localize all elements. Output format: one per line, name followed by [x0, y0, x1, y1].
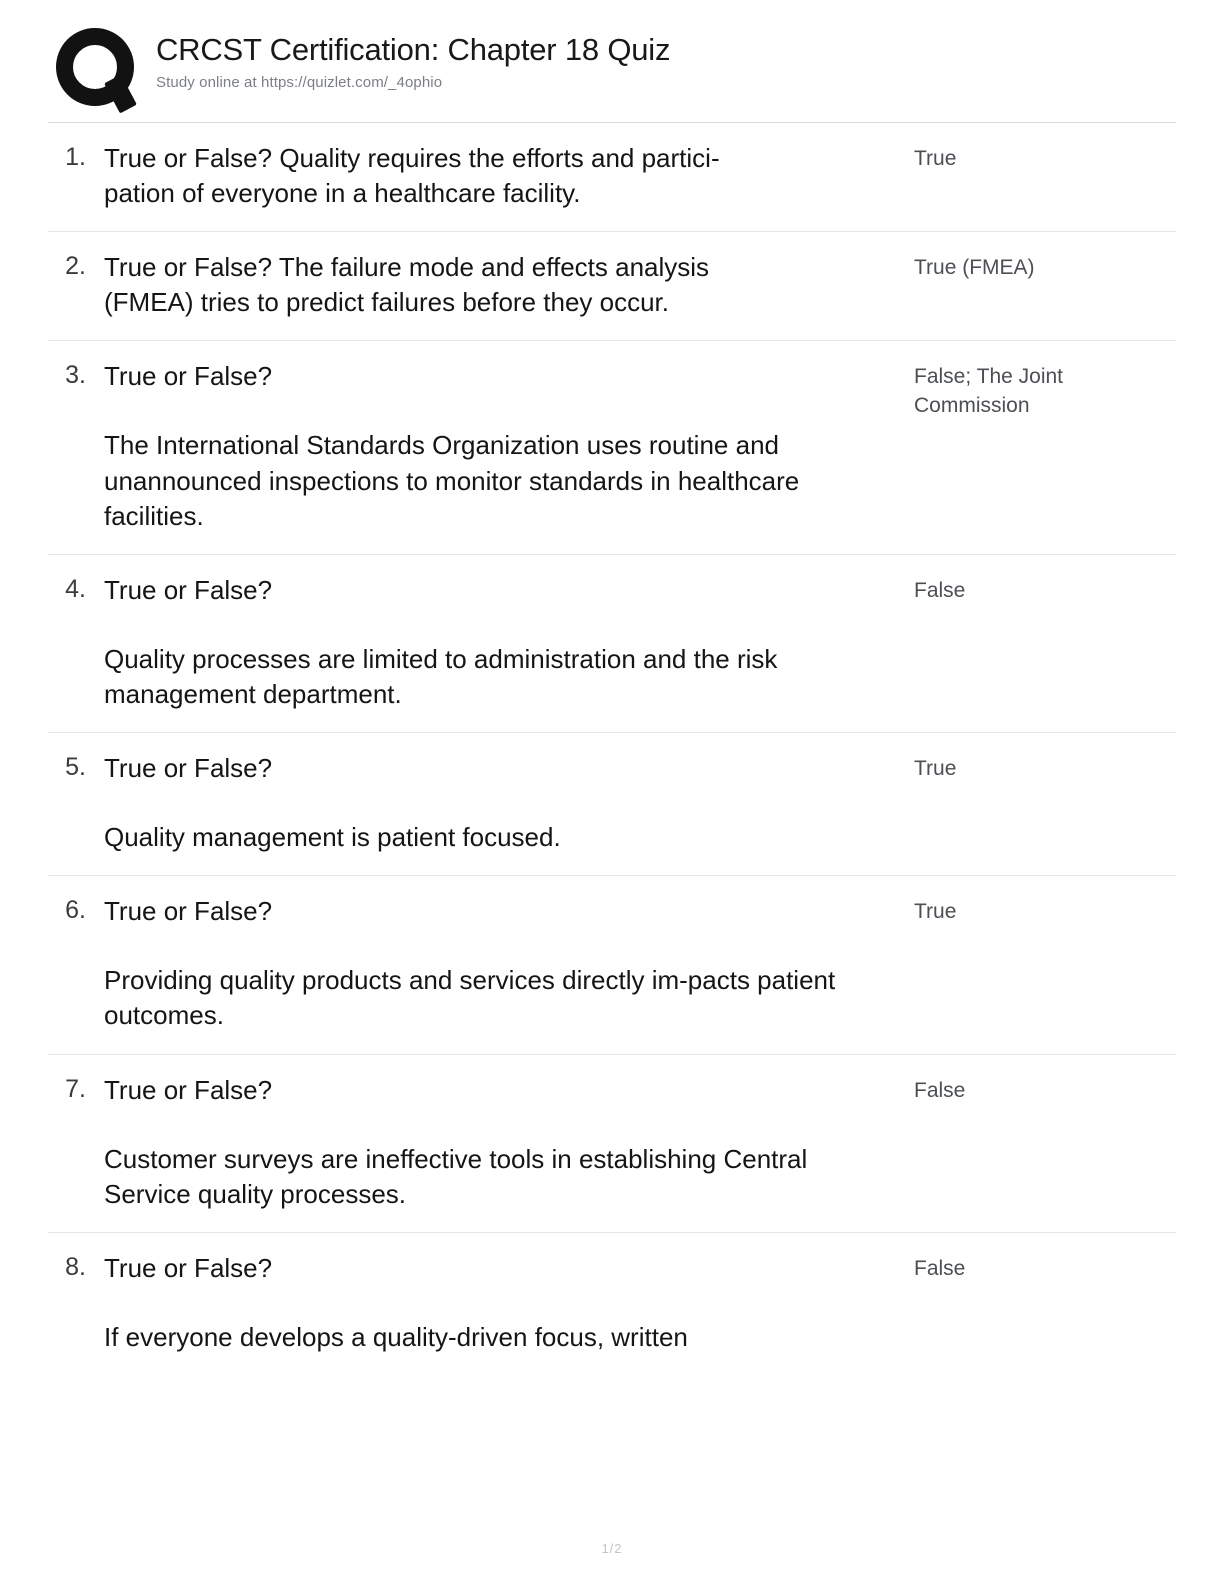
table-row [48, 875, 1176, 1053]
row-question [104, 141, 914, 211]
row-number: 5. [65, 753, 86, 782]
table-row [48, 122, 1176, 231]
question-body: pation of everyone in a healthcare facility. [104, 178, 581, 209]
question-lead: True or False? Quality requires the efforts and partici- [104, 143, 720, 173]
study-link-subtitle: Study online at https://quizlet.com/_4ophio [156, 73, 443, 91]
row-answer: False [914, 1078, 966, 1102]
question-lead: True or False? [104, 574, 273, 605]
question-lead: True or False? [104, 361, 273, 392]
header-text-block [156, 26, 670, 91]
document-header [48, 26, 1176, 106]
row-answer: True [914, 757, 957, 781]
row-question [104, 751, 914, 855]
page-title: CRCST Certification: Chapter 18 Quiz [156, 32, 671, 67]
row-answer: False [914, 578, 966, 602]
table-row [48, 732, 1176, 875]
row-number: 1. [65, 143, 86, 171]
question-body: Quality processes are limited to administration and the risk management department. [104, 643, 778, 709]
table-row [48, 340, 1176, 553]
table-row [48, 1054, 1176, 1232]
row-question [104, 573, 914, 712]
question-body: The International Standards Organization uses routine and unannounced inspections to monitor standards in healthcare facilities. [104, 430, 800, 531]
table-row [48, 231, 1176, 340]
question-body: Quality management is patient focused. [104, 822, 561, 853]
row-question [104, 1251, 914, 1355]
row-answer: False [914, 1256, 966, 1280]
question-lead: True or False? [104, 753, 273, 784]
question-body: If everyone develops a quality-driven focus, written [104, 1321, 688, 1352]
question-body: Customer surveys are ineffective tools in establishing Central Service quality processes. [104, 1143, 808, 1209]
question-body: (FMEA) tries to predict failures before they occur. [104, 287, 669, 318]
row-number: 3. [65, 361, 86, 390]
row-number: 7. [65, 1074, 86, 1103]
row-number: 6. [65, 896, 86, 925]
row-question [104, 1073, 914, 1212]
quiz-rows [48, 122, 1176, 1375]
question-lead: True or False? [104, 1252, 273, 1283]
row-question [104, 250, 914, 320]
row-answer: False; The Joint Commission [914, 365, 1064, 417]
question-body: Providing quality products and services directly im-pacts patient outcomes. [104, 965, 836, 1031]
question-lead: True or False? [104, 1074, 273, 1105]
row-number: 2. [65, 252, 86, 281]
row-answer: True (FMEA) [914, 256, 1035, 280]
row-question [104, 894, 914, 1033]
row-number: 4. [65, 574, 86, 603]
page-footer: 1/2 [601, 1541, 623, 1556]
row-question [104, 359, 914, 533]
quizlet-q-logo-icon [56, 28, 134, 106]
table-row [48, 554, 1176, 732]
question-lead: True or False? [104, 896, 273, 927]
question-lead: True or False? The failure mode and effects analysis [104, 252, 710, 283]
row-answer: True [914, 900, 957, 924]
table-row [48, 1232, 1176, 1375]
row-number: 8. [65, 1252, 86, 1281]
row-answer: True [914, 147, 957, 170]
